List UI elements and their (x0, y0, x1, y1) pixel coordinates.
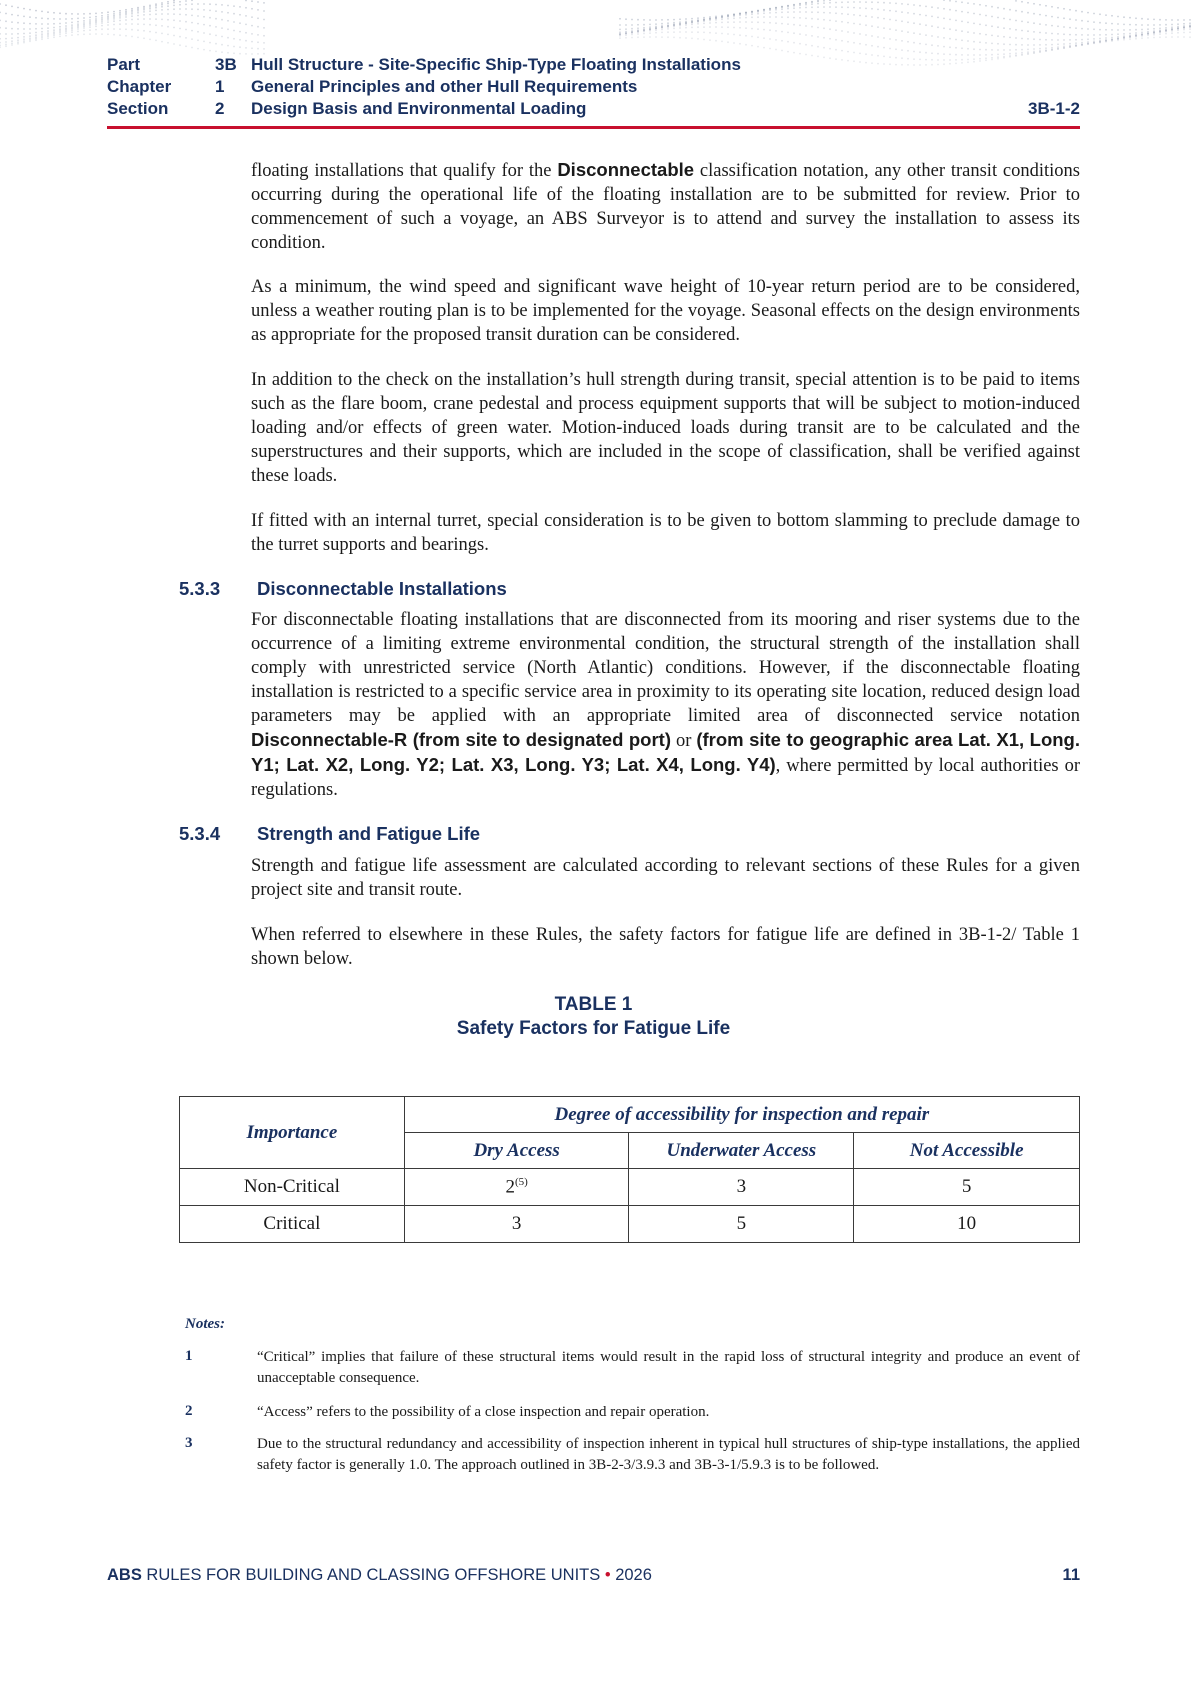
safety-factors-table (179, 1096, 1080, 1243)
table-header-row (180, 1097, 1080, 1133)
page-header (107, 54, 1080, 120)
header-chapter-title: General Principles and other Hull Requirements (251, 77, 638, 96)
header-chapter-row (107, 76, 1080, 98)
table-header-accessibility: Degree of accessibility for inspection and repair (404, 1097, 1079, 1133)
table-cell-label: Non-Critical (180, 1169, 405, 1206)
paragraph-safety-factors-ref: When referred to elsewhere in these Rules, the safety factors for fatigue life are defined in 3B-1-2/ Table 1 shown below. (251, 925, 1080, 969)
note-number: 3 (185, 1435, 193, 1451)
table-header-not-accessible: Not Accessible (854, 1133, 1080, 1169)
header-part-label: Part (107, 55, 141, 74)
table-caption-title: Safety Factors for Fatigue Life (456, 1018, 731, 1039)
paragraph-text: classification notation, any other transit conditions occurring during the operational life of the floating installation are to be submitted for review. Prior to commencement of such a voyage, an ABS Surveyor is to attend and survey the installation to assess its condition. (251, 161, 1080, 253)
section-number-534: 5.3.4 (179, 823, 221, 844)
page-number: 11 (1062, 1566, 1080, 1584)
section-title-534: Strength and Fatigue Life (257, 823, 481, 844)
paragraph-text: For disconnectable floating installations that are disconnected from its mooring and riser systems due to the occurrence of a limiting extreme environmental condition, the structural strength of the installation shall comply with unrestricted service (North Atlantic) conditions. However, if the disconnectable floating installation is restricted to a specific service area in proximity to its operating site location, reduced design load parameters may be applied with an appropriate limited area of disconnected service notation (251, 610, 1080, 726)
table-header-dry-access: Dry Access (404, 1133, 629, 1169)
paragraph-transit-conditions (251, 158, 1080, 255)
footer-title: RULES FOR BUILDING AND CLASSING OFFSHORE UNITS (141, 1566, 605, 1584)
note-text: “Access” refers to the possibility of a close inspection and repair operation. (257, 1404, 710, 1420)
table-row (180, 1206, 1080, 1243)
table-caption-number: TABLE 1 (554, 994, 633, 1015)
header-section-title: Design Basis and Environmental Loading (251, 99, 587, 118)
notation-disconnectable-r: Disconnectable-R (from site to designated port) (251, 729, 671, 750)
note-number: 1 (185, 1348, 193, 1364)
table-cell: 5 (854, 1169, 1080, 1206)
note-text: Due to the structural redundancy and accessibility of inspection inherent in typical hull structures of ship-type installations, the applied safety factor is generally 1.0. The approach outlined in 3B-2-3/3.9.3 and 3B-3-1/5.9.3 is to be followed. (257, 1436, 1080, 1473)
paragraph-text: , where permitted by local authorities or regulations. (251, 756, 1080, 800)
paragraph-disconnectable-installations (251, 608, 1080, 802)
note-text: “Critical” implies that failure of these structural items would result in the rapid loss of structural integrity and produce an event of unacceptable consequence. (257, 1349, 1080, 1386)
section-number-533: 5.3.3 (179, 578, 221, 599)
paragraph-text: floating installations that qualify for the (251, 161, 558, 181)
header-page-reference: 3B-1-2 (1028, 99, 1080, 118)
paragraph-strength-fatigue: Strength and fatigue life assessment are calculated according to relevant sections of these Rules for a given project site and transit route. (251, 856, 1080, 900)
table-header-importance: Importance (180, 1097, 405, 1169)
header-section-row (107, 98, 1080, 120)
header-part-row (107, 54, 1080, 76)
notation-disconnectable: Disconnectable (557, 159, 695, 180)
footer-bullet: • (604, 1566, 611, 1584)
table-cell (404, 1169, 629, 1206)
notes-heading: Notes: (185, 1316, 225, 1332)
page-footer (107, 1566, 652, 1585)
paragraph-text: or (671, 731, 697, 751)
table-cell-value: 2 (505, 1176, 515, 1198)
footer-year: 2026 (610, 1566, 652, 1584)
header-divider (107, 126, 1080, 129)
table-cell-footnote-ref: (5) (514, 1175, 528, 1188)
notation-geographic-area: (from site to geographic area Lat. X1, Long. Y1; Lat. X2, Long. Y2; Lat. X3, Long. Y3; Lat. X4, Long. Y4) (251, 729, 1080, 775)
table-cell: 3 (404, 1206, 629, 1243)
table-header-underwater-access: Underwater Access (629, 1133, 854, 1169)
header-section-label: Section (107, 99, 169, 118)
header-part-number: 3B (215, 55, 237, 74)
paragraph-internal-turret: If fitted with an internal turret, special consideration is to be given to bottom slamming to preclude damage to the turret supports and bearings. (251, 511, 1080, 555)
header-section-number: 2 (215, 99, 225, 118)
header-chapter-number: 1 (215, 77, 225, 96)
note-number: 2 (185, 1403, 193, 1419)
table-row (180, 1169, 1080, 1206)
table-cell: 3 (629, 1169, 854, 1206)
paragraph-hull-strength: In addition to the check on the installation’s hull strength during transit, special attention is to be paid to items such as the flare boom, crane pedestal and process equipment supports that will be subject to motion-induced loading and/or effects of green water. Motion-induced loads during transit are to be calculated and the superstructures and their supports, which are included in the scope of classification, shall be verified against these loads. (251, 370, 1080, 486)
header-chapter-label: Chapter (107, 77, 172, 96)
table-cell-label: Critical (180, 1206, 405, 1243)
table-cell: 5 (629, 1206, 854, 1243)
footer-brand: ABS (107, 1566, 142, 1584)
section-title-533: Disconnectable Installations (257, 578, 507, 599)
header-part-title: Hull Structure - Site-Specific Ship-Type Floating Installations (251, 55, 741, 74)
table-cell: 10 (854, 1206, 1080, 1243)
paragraph-wind-wave: As a minimum, the wind speed and significant wave height of 10-year return period are to be considered, unless a weather routing plan is to be implemented for the voyage. Seasonal effects on the design environments as appropriate for the proposed transit duration can be considered. (251, 277, 1080, 345)
